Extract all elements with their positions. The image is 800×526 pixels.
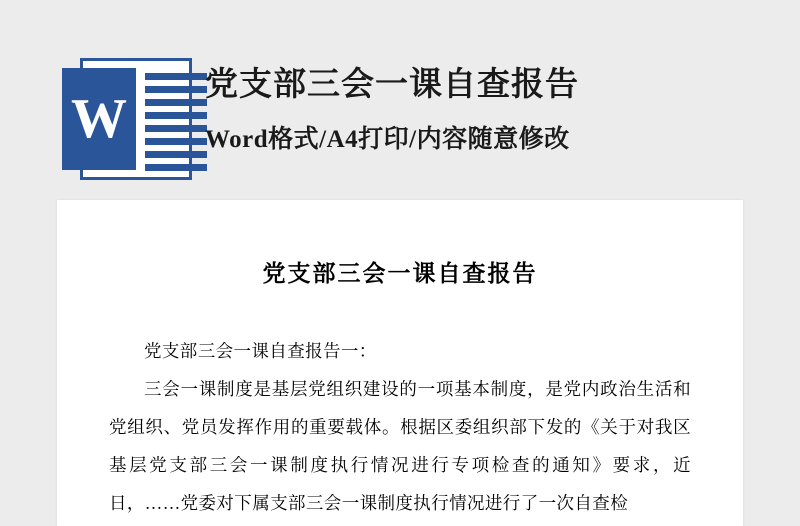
banner-subtitle: Word格式/A4打印/内容随意修改	[205, 126, 570, 153]
document-title: 党支部三会一课自查报告	[262, 261, 538, 286]
word-document-icon	[62, 58, 192, 180]
document-paragraph: 三会一课制度是基层党组织建设的一项基本制度，是党内政治生活和党组织、党员发挥作用的重要载体。根据区委组织部下发的《关于对我区基层党支部三会一课制度执行情况进行专项检查的通知》要求，近日，……党委对下属支部三会一课制度执行情况进行了一次自查检	[109, 379, 691, 513]
document-paragraph: 党支部三会一课自查报告一：	[144, 341, 377, 361]
word-icon-letter: W	[62, 68, 136, 170]
header-banner	[0, 0, 800, 200]
document-preview-page[interactable]	[57, 200, 743, 526]
banner-text-block	[205, 62, 785, 158]
word-icon-text-lines	[145, 73, 207, 171]
banner-title: 党支部三会一课自查报告	[205, 67, 579, 103]
document-body	[109, 332, 691, 522]
